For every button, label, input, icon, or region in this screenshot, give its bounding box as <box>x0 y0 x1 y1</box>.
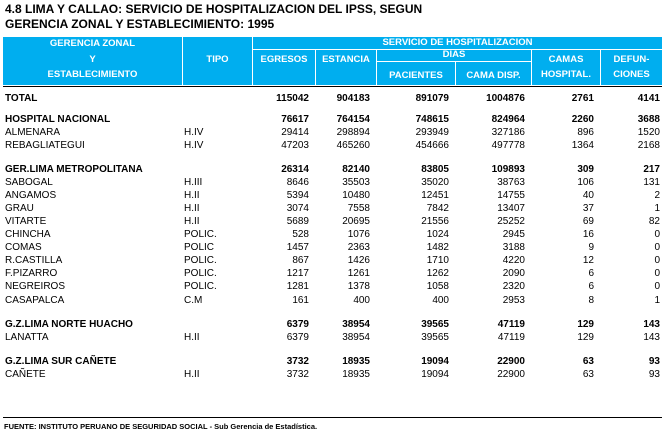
cell-camas: 129 <box>577 332 594 343</box>
cell-cama-disp: 2945 <box>502 229 525 240</box>
cell-name: CASAPALCA <box>5 295 65 306</box>
header-divider <box>3 86 662 87</box>
cell-tipo: H.II <box>184 216 200 227</box>
cell-defunciones: 2 <box>654 190 660 201</box>
cell-defunciones: 1 <box>654 295 660 306</box>
cell-name: ALMENARA <box>5 127 61 138</box>
cell-tipo: H.III <box>184 177 203 188</box>
cell-estancia: 38954 <box>342 332 370 343</box>
header-cama-disp: CAMA DISP. <box>466 70 521 81</box>
cell-camas: 40 <box>582 190 594 201</box>
cell-name: G.Z.LIMA NORTE HUACHO <box>5 319 133 330</box>
cell-pacientes: 891079 <box>415 93 449 104</box>
cell-camas: 896 <box>577 127 594 138</box>
cell-pacientes: 39565 <box>421 319 449 330</box>
cell-name: TOTAL <box>5 93 38 104</box>
table-row <box>0 202 665 215</box>
cell-estancia: 2363 <box>347 242 370 253</box>
table-row <box>0 294 665 307</box>
cell-name: GRAU <box>5 203 34 214</box>
cell-estancia: 7558 <box>347 203 370 214</box>
cell-cama-disp: 22900 <box>497 356 525 367</box>
cell-name: NEGREIROS <box>5 281 66 292</box>
header-gerencia-line3: ESTABLECIMIENTO <box>47 69 138 80</box>
cell-defunciones: 4141 <box>637 93 660 104</box>
cell-pacientes: 454666 <box>415 140 449 151</box>
cell-pacientes: 21556 <box>421 216 449 227</box>
cell-estancia: 82140 <box>342 164 370 175</box>
cell-estancia: 18935 <box>342 369 370 380</box>
cell-cama-disp: 109893 <box>491 164 525 175</box>
cell-name: VITARTE <box>5 216 47 227</box>
cell-name: GER.LIMA METROPOLITANA <box>5 164 143 175</box>
cell-estancia: 1426 <box>347 255 370 266</box>
cell-estancia: 20695 <box>342 216 370 227</box>
cell-name: F.PIZARRO <box>5 268 58 279</box>
header-servicio: SERVICIO DE HOSPITALIZACION <box>382 37 533 48</box>
cell-cama-disp: 3188 <box>502 242 525 253</box>
cell-name: COMAS <box>5 242 42 253</box>
table-row <box>0 228 665 241</box>
cell-name: HOSPITAL NACIONAL <box>5 114 111 125</box>
cell-pacientes: 12451 <box>421 190 449 201</box>
cell-defunciones: 2168 <box>637 140 660 151</box>
cell-defunciones: 82 <box>648 216 660 227</box>
cell-egresos: 115042 <box>276 93 309 104</box>
cell-estancia: 400 <box>353 295 370 306</box>
cell-pacientes: 1024 <box>426 229 449 240</box>
header-camas-line2: HOSPITAL. <box>541 69 591 80</box>
cell-cama-disp: 13407 <box>497 203 525 214</box>
cell-camas: 2260 <box>571 114 594 125</box>
table-row <box>0 176 665 189</box>
cell-estancia: 10480 <box>342 190 370 201</box>
table-row <box>0 241 665 254</box>
cell-estancia: 1378 <box>347 281 370 292</box>
cell-tipo: POLIC. <box>184 255 217 266</box>
cell-name: LANATTA <box>5 332 49 343</box>
cell-tipo: H.IV <box>184 127 204 138</box>
table-row <box>0 139 665 152</box>
cell-pacientes: 19094 <box>421 369 449 380</box>
table-row <box>0 254 665 267</box>
cell-cama-disp: 38763 <box>497 177 525 188</box>
cell-name: REBAGLIATEGUI <box>5 140 85 151</box>
cell-estancia: 465260 <box>336 140 370 151</box>
cell-estancia: 1076 <box>347 229 370 240</box>
header-pacientes: PACIENTES <box>389 70 443 81</box>
cell-egresos: 3074 <box>286 203 309 214</box>
cell-defunciones: 131 <box>643 177 660 188</box>
cell-pacientes: 35020 <box>421 177 449 188</box>
cell-egresos: 29414 <box>281 127 309 138</box>
cell-pacientes: 293949 <box>415 127 449 138</box>
cell-egresos: 528 <box>292 229 309 240</box>
cell-tipo: H.II <box>184 332 200 343</box>
group-row <box>0 113 665 126</box>
cell-cama-disp: 824964 <box>491 114 525 125</box>
cell-tipo: H.IV <box>184 140 204 151</box>
cell-cama-disp: 22900 <box>497 369 525 380</box>
cell-cama-disp: 2090 <box>502 268 525 279</box>
source-note: FUENTE: INSTITUTO PERUANO DE SEGURIDAD SOCIAL - Sub Gerencia de Estadística. <box>4 422 318 431</box>
cell-camas: 106 <box>577 177 594 188</box>
cell-tipo: H.II <box>184 190 200 201</box>
cell-camas: 309 <box>577 164 594 175</box>
cell-egresos: 47203 <box>281 140 309 151</box>
cell-defunciones: 93 <box>648 356 660 367</box>
cell-estancia: 298894 <box>336 127 370 138</box>
cell-defunciones: 0 <box>654 255 660 266</box>
group-row <box>0 92 665 105</box>
cell-name: G.Z.LIMA SUR CAÑETE <box>5 356 117 367</box>
cell-defunciones: 3688 <box>637 114 660 125</box>
cell-tipo: C.M <box>184 295 203 306</box>
cell-camas: 63 <box>582 356 594 367</box>
table-row <box>0 126 665 139</box>
header-estancia: ESTANCIA <box>322 54 370 65</box>
cell-cama-disp: 2320 <box>502 281 525 292</box>
cell-defunciones: 217 <box>643 164 660 175</box>
cell-defunciones: 0 <box>654 229 660 240</box>
cell-pacientes: 39565 <box>421 332 449 343</box>
header-defunciones-line2: CIONES <box>613 69 650 80</box>
header-gerencia-line1: GERENCIA ZONAL <box>49 38 136 49</box>
cell-name: R.CASTILLA <box>5 255 63 266</box>
cell-egresos: 76617 <box>281 114 309 125</box>
cell-name: ANGAMOS <box>5 190 57 201</box>
cell-estancia: 764154 <box>336 114 370 125</box>
cell-egresos: 3732 <box>286 356 309 367</box>
cell-cama-disp: 1004876 <box>486 93 525 104</box>
cell-egresos: 3732 <box>286 369 309 380</box>
footer-divider <box>3 417 662 418</box>
cell-defunciones: 143 <box>643 332 660 343</box>
cell-tipo: POLIC <box>184 242 215 253</box>
cell-cama-disp: 47119 <box>497 332 525 343</box>
group-row <box>0 318 665 331</box>
cell-cama-disp: 47119 <box>497 319 525 330</box>
cell-egresos: 5394 <box>286 190 309 201</box>
cell-defunciones: 1520 <box>637 127 660 138</box>
cell-egresos: 161 <box>292 295 309 306</box>
cell-name: CAÑETE <box>5 369 46 380</box>
cell-egresos: 1281 <box>286 281 309 292</box>
header-camas-line1: CAMAS <box>548 54 584 65</box>
cell-defunciones: 143 <box>643 319 660 330</box>
cell-camas: 6 <box>588 281 594 292</box>
cell-egresos: 26314 <box>281 164 309 175</box>
cell-pacientes: 1058 <box>426 281 449 292</box>
table-row <box>0 368 665 381</box>
cell-pacientes: 400 <box>432 295 449 306</box>
cell-pacientes: 19094 <box>421 356 449 367</box>
cell-egresos: 6379 <box>286 319 309 330</box>
table-row <box>0 280 665 293</box>
cell-camas: 9 <box>588 242 594 253</box>
cell-camas: 1364 <box>571 140 594 151</box>
cell-tipo: POLIC. <box>184 268 217 279</box>
cell-camas: 69 <box>582 216 594 227</box>
cell-camas: 63 <box>582 369 594 380</box>
cell-pacientes: 748615 <box>415 114 449 125</box>
cell-name: CHINCHA <box>5 229 51 240</box>
cell-pacientes: 83805 <box>421 164 449 175</box>
cell-egresos: 1217 <box>286 268 309 279</box>
cell-estancia: 35503 <box>342 177 370 188</box>
cell-pacientes: 1482 <box>426 242 449 253</box>
cell-cama-disp: 2953 <box>502 295 525 306</box>
cell-cama-disp: 25252 <box>497 216 525 227</box>
cell-tipo: H.II <box>184 369 200 380</box>
cell-cama-disp: 14755 <box>497 190 525 201</box>
cell-name: SABOGAL <box>5 177 53 188</box>
cell-camas: 2761 <box>571 93 594 104</box>
cell-pacientes: 7842 <box>426 203 449 214</box>
cell-egresos: 5689 <box>286 216 309 227</box>
cell-egresos: 867 <box>292 255 309 266</box>
cell-defunciones: 1 <box>654 203 660 214</box>
cell-defunciones: 93 <box>648 369 660 380</box>
cell-defunciones: 0 <box>654 281 660 292</box>
cell-camas: 37 <box>582 203 594 214</box>
table-title: 4.8 LIMA Y CALLAO: SERVICIO DE HOSPITALIZACION DEL IPSS, SEGUN <box>5 2 423 16</box>
cell-egresos: 1457 <box>286 242 309 253</box>
cell-estancia: 904183 <box>336 93 370 104</box>
cell-estancia: 38954 <box>342 319 370 330</box>
cell-cama-disp: 4220 <box>502 255 525 266</box>
header-dias: DIAS <box>442 49 466 60</box>
cell-cama-disp: 327186 <box>491 127 525 138</box>
table-header <box>3 37 662 85</box>
cell-estancia: 1261 <box>347 268 370 279</box>
table-row <box>0 189 665 202</box>
cell-defunciones: 0 <box>654 268 660 279</box>
header-egresos: EGRESOS <box>260 54 308 65</box>
header-gerencia-line2: Y <box>89 54 96 65</box>
cell-estancia: 18935 <box>342 356 370 367</box>
table-row <box>0 331 665 344</box>
header-defunciones-line1: DEFUN- <box>613 54 650 65</box>
cell-pacientes: 1710 <box>426 255 449 266</box>
table-subtitle: GERENCIA ZONAL Y ESTABLECIMIENTO: 1995 <box>5 17 275 31</box>
header-tipo: TIPO <box>206 54 229 65</box>
cell-camas: 6 <box>588 268 594 279</box>
table-row <box>0 267 665 280</box>
cell-tipo: H.II <box>184 203 200 214</box>
cell-camas: 12 <box>582 255 594 266</box>
cell-egresos: 6379 <box>286 332 309 343</box>
cell-tipo: POLIC. <box>184 281 217 292</box>
cell-camas: 8 <box>588 295 594 306</box>
cell-cama-disp: 497778 <box>491 140 525 151</box>
cell-camas: 16 <box>582 229 594 240</box>
cell-camas: 129 <box>577 319 594 330</box>
cell-tipo: POLIC. <box>184 229 217 240</box>
group-row <box>0 163 665 176</box>
cell-egresos: 8646 <box>286 177 309 188</box>
cell-pacientes: 1262 <box>426 268 449 279</box>
table-row <box>0 215 665 228</box>
group-row <box>0 355 665 368</box>
cell-defunciones: 0 <box>654 242 660 253</box>
